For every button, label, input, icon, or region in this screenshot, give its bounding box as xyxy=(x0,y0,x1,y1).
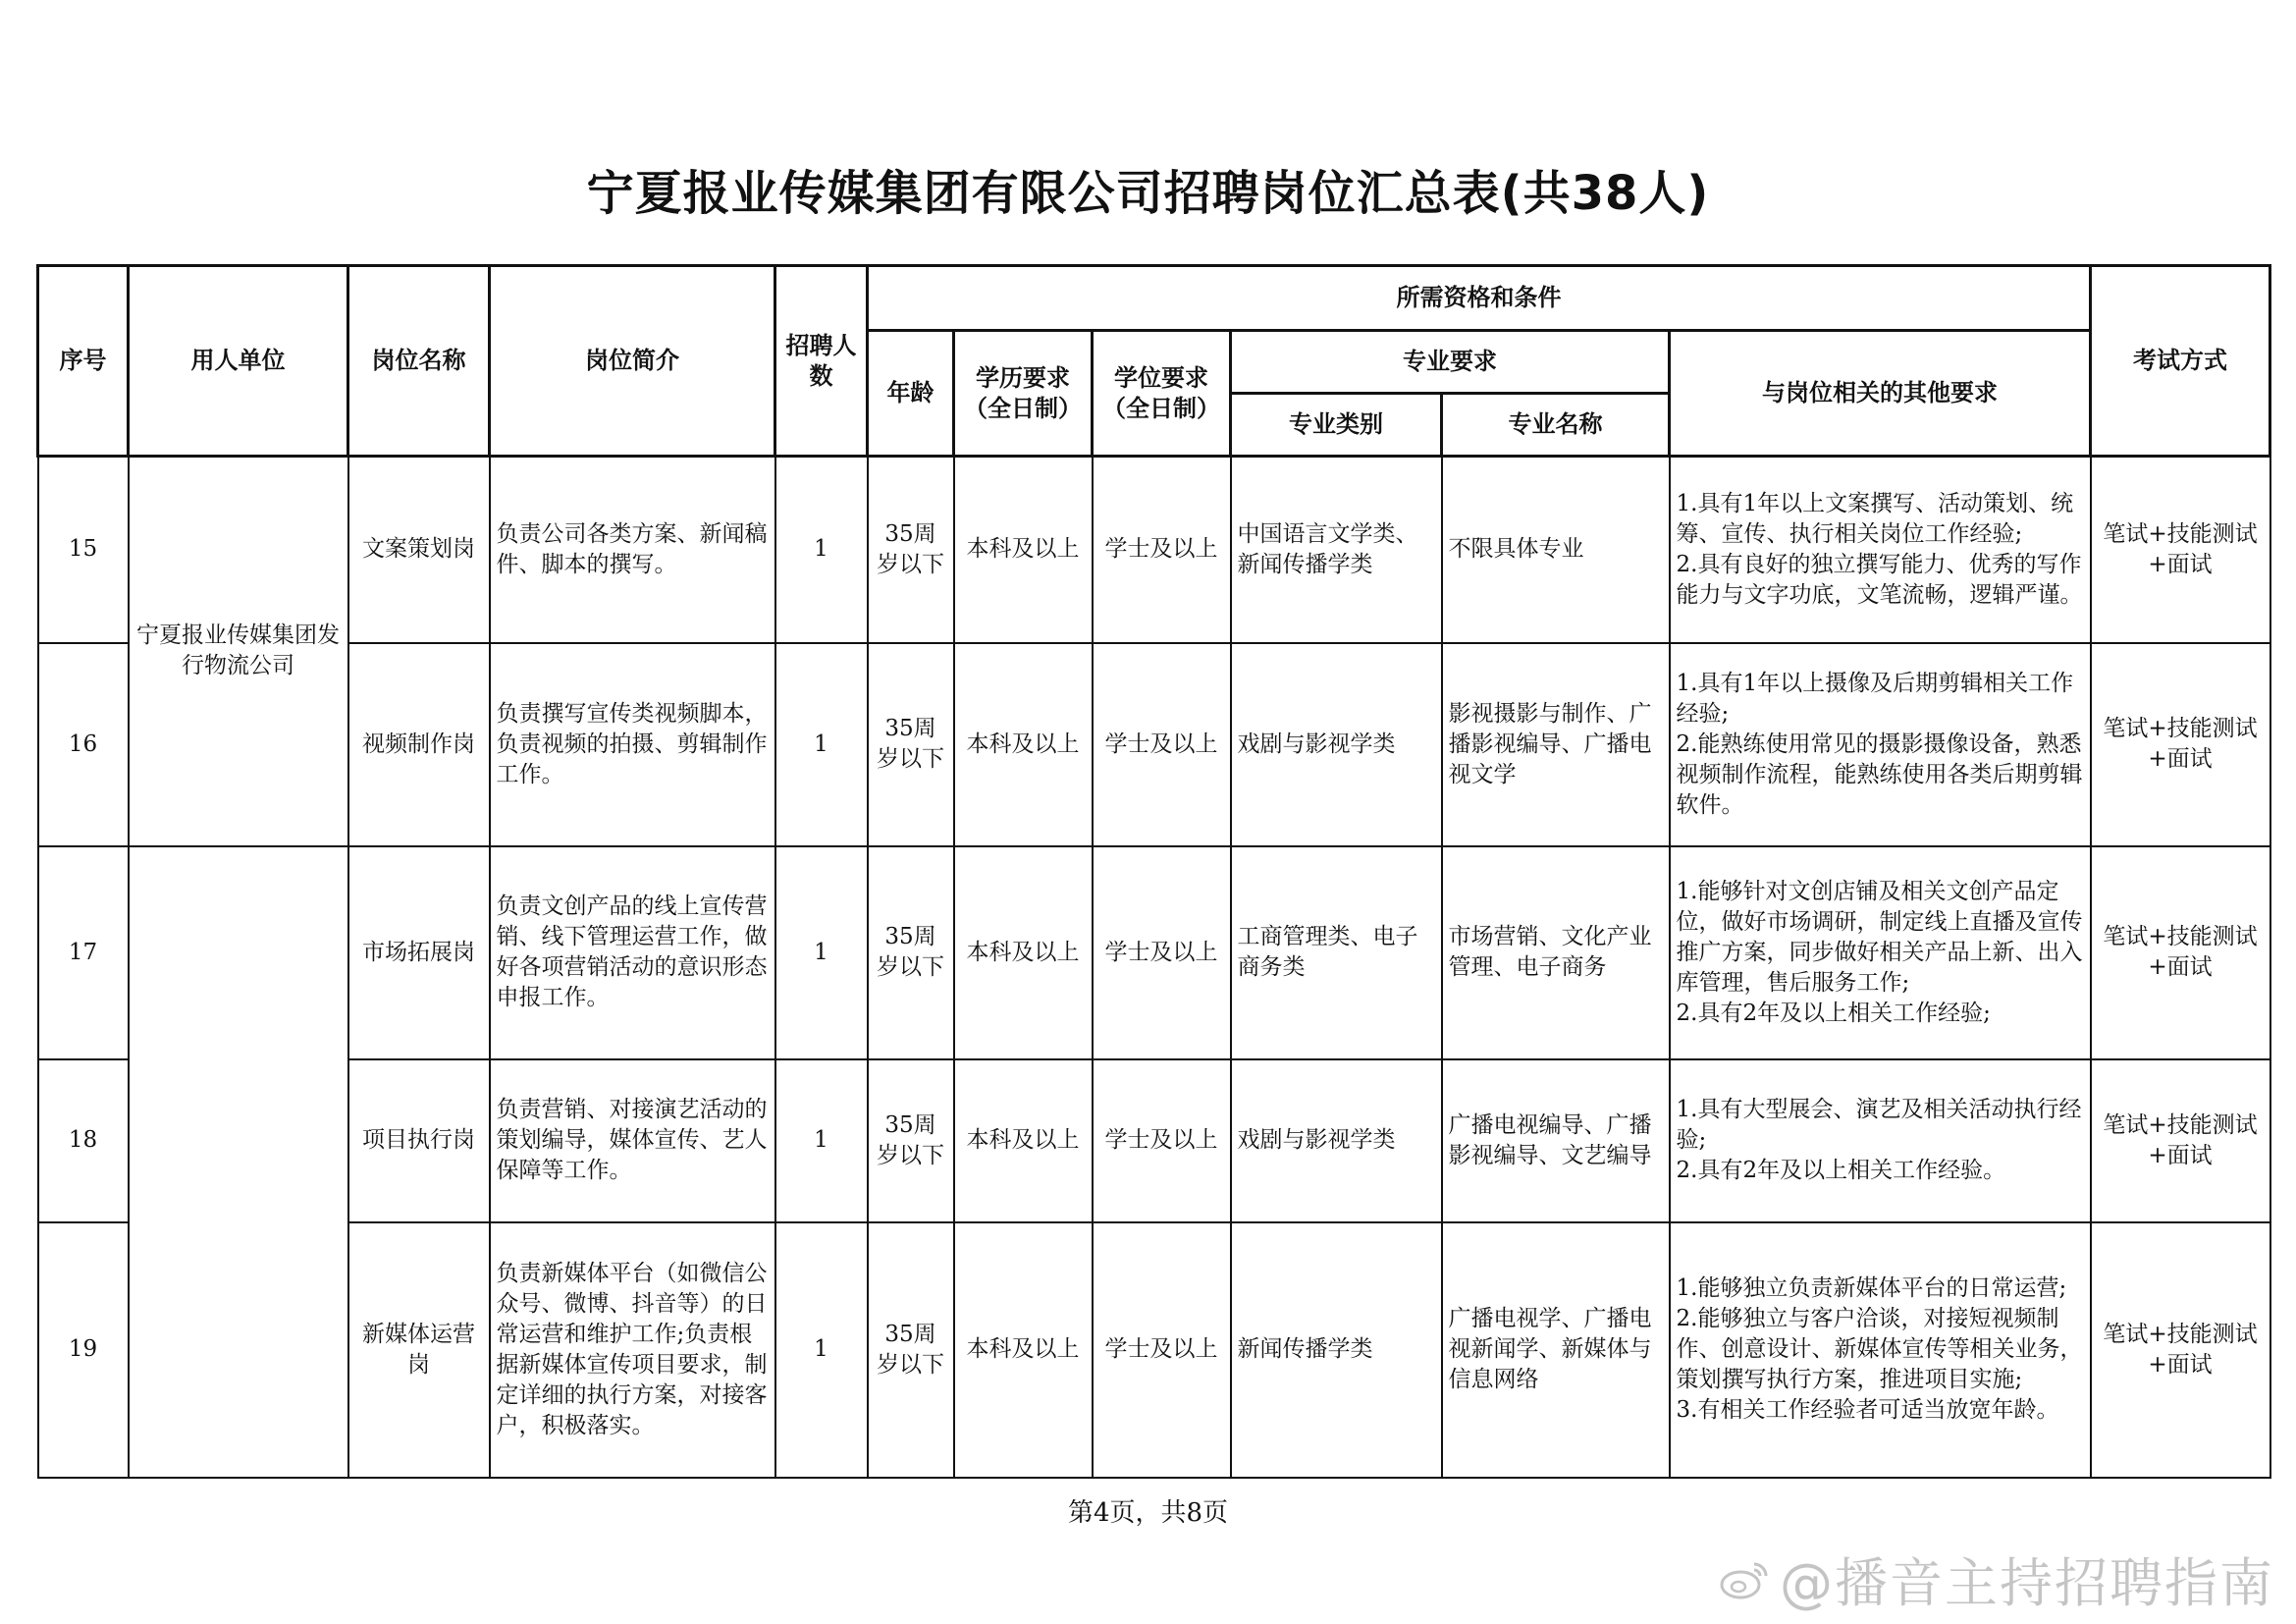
row-degree: 学士及以上 xyxy=(1093,1059,1231,1222)
header-age: 年龄 xyxy=(868,331,954,457)
row-major-cat: 工商管理类、电子商务类 xyxy=(1231,846,1442,1059)
header-unit: 用人单位 xyxy=(129,266,348,457)
recruitment-table xyxy=(36,264,2271,1479)
table-row xyxy=(38,846,2270,1059)
row-other: 1.能够针对文创店铺及相关文创产品定位，做好市场调研，制定线上直播及宣传推广方案，同步做好相关产品上新、出入库管理，售后服务工作; 2.具有2年及以上相关工作经验; xyxy=(1670,846,2091,1059)
header-major-cat: 专业类别 xyxy=(1231,394,1442,457)
page-footer: 第4页，共8页 xyxy=(1067,1498,1229,1528)
row-position: 市场拓展岗 xyxy=(348,846,490,1059)
header-intro: 岗位简介 xyxy=(490,266,775,457)
row-education: 本科及以上 xyxy=(954,846,1093,1059)
row-count: 1 xyxy=(775,643,868,846)
row-intro: 负责文创产品的线上宣传营销、线下管理运营工作，做好各项营销活动的意识形态申报工作。 xyxy=(490,846,775,1059)
row-other: 1.具有大型展会、演艺及相关活动执行经验; 2.具有2年及以上相关工作经验。 xyxy=(1670,1059,2091,1222)
row-age: 35周岁以下 xyxy=(868,1059,954,1222)
row-degree: 学士及以上 xyxy=(1093,1222,1231,1478)
row-seq: 17 xyxy=(38,846,129,1059)
row-degree: 学士及以上 xyxy=(1093,846,1231,1059)
row-exam: 笔试+技能测试+面试 xyxy=(2091,457,2270,643)
row-major-name: 影视摄影与制作、广播影视编导、广播电视文学 xyxy=(1442,643,1670,846)
row-degree: 学士及以上 xyxy=(1093,457,1231,643)
table-row xyxy=(38,1059,2270,1222)
row-education: 本科及以上 xyxy=(954,1059,1093,1222)
row-intro: 负责新媒体平台（如微信公众号、微博、抖音等）的日常运营和维护工作;负责根据新媒体宣传项目要求，制定详细的执行方案，对接客户，积极落实。 xyxy=(490,1222,775,1478)
table-row xyxy=(38,643,2270,846)
header-education: 学历要求（全日制） xyxy=(954,331,1093,457)
row-other: 1.具有1年以上文案撰写、活动策划、统筹、宣传、执行相关岗位工作经验; 2.具有良好的独立撰写能力、优秀的写作能力与文字功底，文笔流畅，逻辑严谨。 xyxy=(1670,457,2091,643)
row-count: 1 xyxy=(775,457,868,643)
row-seq: 15 xyxy=(38,457,129,643)
header-qualifications: 所需资格和条件 xyxy=(868,266,2091,331)
row-position: 新媒体运营岗 xyxy=(348,1222,490,1478)
row-major-cat: 戏剧与影视学类 xyxy=(1231,643,1442,846)
row-position: 文案策划岗 xyxy=(348,457,490,643)
row-education: 本科及以上 xyxy=(954,1222,1093,1478)
header-degree: 学位要求（全日制） xyxy=(1093,331,1231,457)
row-intro: 负责撰写宣传类视频脚本，负责视频的拍摄、剪辑制作工作。 xyxy=(490,643,775,846)
header-seq: 序号 xyxy=(38,266,129,457)
table-row xyxy=(38,1222,2270,1478)
row-major-cat: 新闻传播学类 xyxy=(1231,1222,1442,1478)
row-degree: 学士及以上 xyxy=(1093,643,1231,846)
header-position: 岗位名称 xyxy=(348,266,490,457)
row-count: 1 xyxy=(775,1059,868,1222)
row-seq: 18 xyxy=(38,1059,129,1222)
watermark-text: @播音主持招聘指南 xyxy=(1780,1552,2274,1614)
row-position: 项目执行岗 xyxy=(348,1059,490,1222)
header-exam: 考试方式 xyxy=(2091,266,2270,457)
row-major-name: 广播电视学、广播电视新闻学、新媒体与信息网络 xyxy=(1442,1222,1670,1478)
unit-cell: 宁夏报业传媒集团发行物流公司 xyxy=(129,457,348,846)
row-age: 35周岁以下 xyxy=(868,846,954,1059)
row-intro: 负责营销、对接演艺活动的策划编导，媒体宣传、艺人保障等工作。 xyxy=(490,1059,775,1222)
row-other: 1.能够独立负责新媒体平台的日常运营; 2.能够独立与客户洽谈，对接短视频制作、创意设计、新媒体宣传等相关业务，策划撰写执行方案，推进项目实施; 3.有相关工作经验者可适当放宽年龄。 xyxy=(1670,1222,2091,1478)
row-exam: 笔试+技能测试+面试 xyxy=(2091,643,2270,846)
unit-cell-empty xyxy=(129,846,348,1478)
row-intro: 负责公司各类方案、新闻稿件、脚本的撰写。 xyxy=(490,457,775,643)
watermark xyxy=(1719,1542,2274,1617)
row-major-cat: 中国语言文学类、新闻传播学类 xyxy=(1231,457,1442,643)
row-major-name: 广播电视编导、广播影视编导、文艺编导 xyxy=(1442,1059,1670,1222)
row-exam: 笔试+技能测试+面试 xyxy=(2091,846,2270,1059)
header-other: 与岗位相关的其他要求 xyxy=(1670,331,2091,457)
row-age: 35周岁以下 xyxy=(868,643,954,846)
header-major-req: 专业要求 xyxy=(1231,331,1670,394)
page-title: 宁夏报业传媒集团有限公司招聘岗位汇总表(共38人) xyxy=(586,166,1710,221)
row-count: 1 xyxy=(775,846,868,1059)
row-major-name: 市场营销、文化产业管理、电子商务 xyxy=(1442,846,1670,1059)
row-seq: 16 xyxy=(38,643,129,846)
row-count: 1 xyxy=(775,1222,868,1478)
row-major-cat: 戏剧与影视学类 xyxy=(1231,1059,1442,1222)
row-education: 本科及以上 xyxy=(954,457,1093,643)
row-exam: 笔试+技能测试+面试 xyxy=(2091,1222,2270,1478)
row-position: 视频制作岗 xyxy=(348,643,490,846)
row-major-name: 不限具体专业 xyxy=(1442,457,1670,643)
row-other: 1.具有1年以上摄像及后期剪辑相关工作经验; 2.能熟练使用常见的摄影摄像设备，熟悉视频制作流程，能熟练使用各类后期剪辑软件。 xyxy=(1670,643,2091,846)
row-seq: 19 xyxy=(38,1222,129,1478)
table-row xyxy=(38,457,2270,643)
row-exam: 笔试+技能测试+面试 xyxy=(2091,1059,2270,1222)
row-age: 35周岁以下 xyxy=(868,1222,954,1478)
weibo-icon xyxy=(1719,1558,1770,1601)
header-major-name: 专业名称 xyxy=(1442,394,1670,457)
header-count: 招聘人数 xyxy=(775,266,868,457)
row-age: 35周岁以下 xyxy=(868,457,954,643)
row-education: 本科及以上 xyxy=(954,643,1093,846)
